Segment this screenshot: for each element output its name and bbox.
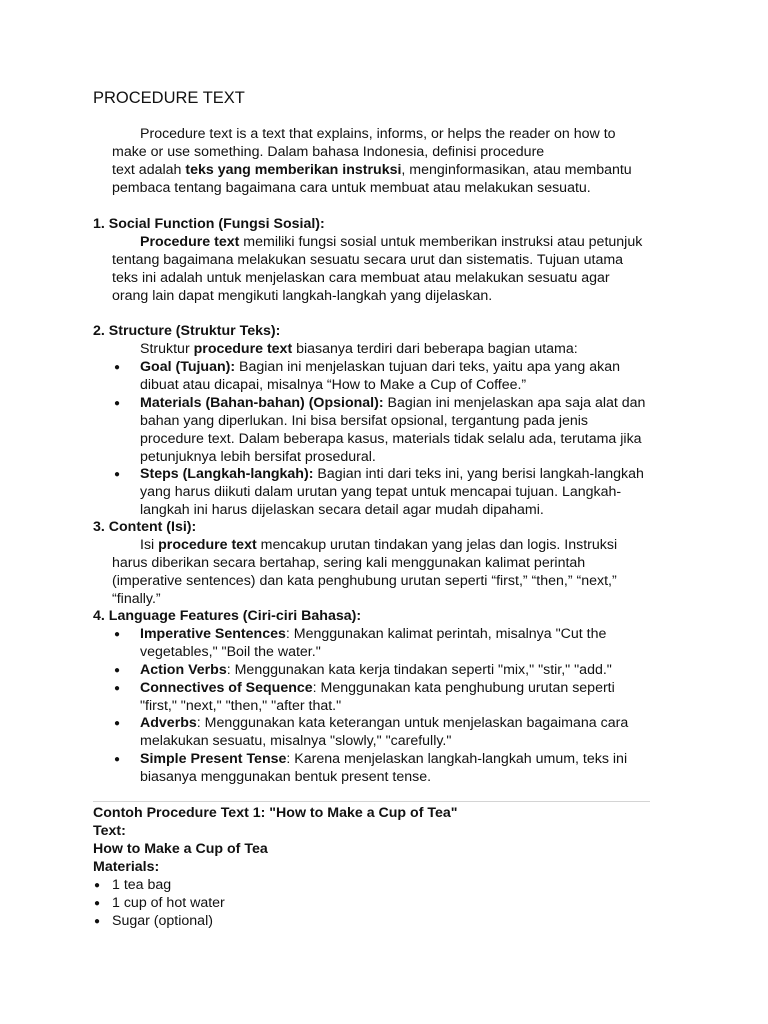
bullet-icon: ● [114,362,121,373]
language-imperative-line-1: Imperative Sentences: Menggunakan kalimat perintah, misalnya "Cut the [140,626,607,642]
bullet-icon: ● [114,469,121,480]
language-connectives-line-1: Connectives of Sequence: Menggunakan kata penghubung urutan seperti [140,680,615,696]
content-line-1: Isi procedure text mencakup urutan tindakan yang jelas dan logis. Instruksi [140,537,618,553]
bullet-icon: ● [94,916,101,927]
example-heading: Contoh Procedure Text 1: "How to Make a Cup of Tea" [93,805,458,821]
structure-materials-line-1: Materials (Bahan-bahan) (Opsional): Bagian ini menjelaskan apa saja alat dan [140,395,646,411]
language-connectives-line-2: "first," "next," "then," "after that." [140,698,342,714]
structure-steps-line-2: yang harus diikuti dalam urutan yang tepat untuk mencapai tujuan. Langkah- [140,484,622,500]
social-line-2: tentang bagaimana melakukan sesuatu secara urut dan sistematis. Tujuan utama [112,252,624,268]
page-title: PROCEDURE TEXT [93,89,245,107]
bullet-icon: ● [114,665,121,676]
structure-materials-line-4: petunjuknya lebih bersifat prosedural. [140,449,376,465]
social-function-heading: 1. Social Function (Fungsi Sosial): [93,216,325,232]
language-adverbs-line-2: melakukan sesuatu, misalnya "slowly," "carefully." [140,733,452,749]
language-tense-line-1: Simple Present Tense: Karena menjelaskan langkah-langkah umum, teks ini [140,751,628,767]
list-item: Sugar (optional) [112,913,213,929]
bullet-icon: ● [114,398,121,409]
structure-steps-line-1: Steps (Langkah-langkah): Bagian inti dari teks ini, yang berisi langkah-langkah [140,466,644,482]
bullet-icon: ● [94,898,101,909]
social-line-4: orang lain dapat mengikuti langkah-langkah yang dijelaskan. [112,288,493,304]
language-tense-line-2: biasanya menggunakan bentuk present tense. [140,769,432,785]
bullet-icon: ● [114,629,121,640]
list-item: 1 tea bag [112,877,172,893]
example-subtitle: How to Make a Cup of Tea [93,841,268,857]
content-line-2: harus diberikan secara bertahap, sering kali menggunakan kalimat perintah [112,555,586,571]
example-text-label: Text: [93,823,126,839]
content-line-4: “finally.” [112,591,161,607]
structure-goal-line-2: dibuat atau dicapai, misalnya “How to Make a Cup of Coffee.” [140,377,527,393]
social-line-1: Procedure text memiliki fungsi sosial untuk memberikan instruksi atau petunjuk [140,234,643,250]
structure-heading: 2. Structure (Struktur Teks): [93,323,281,339]
language-heading: 4. Language Features (Ciri-ciri Bahasa): [93,608,362,624]
bullet-icon: ● [114,718,121,729]
bullet-icon: ● [94,880,101,891]
language-action-line-1: Action Verbs: Menggunakan kata kerja tindakan seperti "mix," "stir," "add." [140,662,612,678]
structure-materials-line-3: procedure text. Dalam beberapa kasus, materials tidak selalu ada, terutama jika [140,431,642,447]
structure-steps-line-3: langkah ini harus dijelaskan secara detail agar mudah dipahami. [140,502,544,518]
language-imperative-line-2: vegetables," "Boil the water." [140,644,321,660]
bullet-icon: ● [114,683,121,694]
intro-line-2: make or use something. Dalam bahasa Indonesia, definisi procedure [112,144,545,160]
example-materials-label: Materials: [93,859,160,875]
content-line-3: (imperative sentences) dan kata penghubung urutan seperti “first,” “then,” “next,” [112,573,617,589]
intro-line-3: text adalah teks yang memberikan instruksi, menginformasikan, atau membantu [112,162,632,178]
intro-line-4: pembaca tentang bagaimana cara untuk membuat atau melakukan sesuatu. [112,180,591,196]
structure-intro: Struktur procedure text biasanya terdiri dari beberapa bagian utama: [140,341,578,357]
structure-goal-line-1: Goal (Tujuan): Bagian ini menjelaskan tujuan dari teks, yaitu apa yang akan [140,359,620,375]
language-adverbs-line-1: Adverbs: Menggunakan kata keterangan untuk menjelaskan bagaimana cara [140,715,629,731]
structure-materials-line-2: bahan yang diperlukan. Ini bisa bersifat opsional, tergantung pada jenis [140,413,589,429]
intro-line-1: Procedure text is a text that explains, informs, or helps the reader on how to [140,126,616,142]
social-line-3: teks ini adalah untuk menjelaskan cara membuat atau melakukan sesuatu agar [112,270,610,286]
list-item: 1 cup of hot water [112,895,225,911]
content-heading: 3. Content (Isi): [93,519,197,535]
horizontal-divider [93,801,650,802]
bullet-icon: ● [114,754,121,765]
